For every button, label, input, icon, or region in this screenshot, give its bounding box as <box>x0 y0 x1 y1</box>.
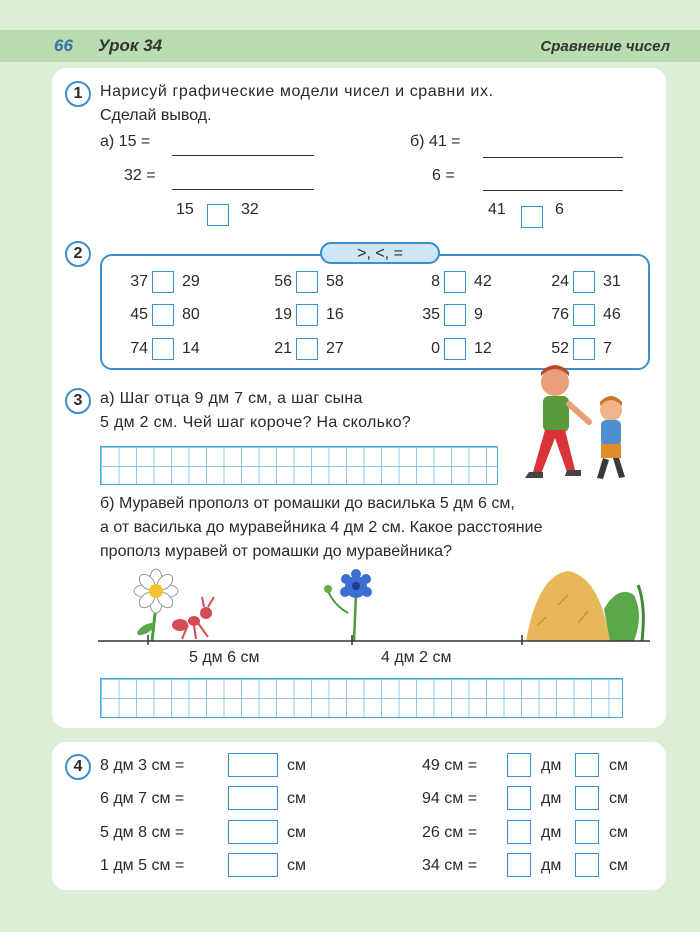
task-3b-line1: б) Муравей прополз от ромашки до василька 5 дм 6 см, <box>100 495 515 512</box>
task-2-left-number: 21 <box>274 340 292 357</box>
task-2-left-number: 45 <box>130 306 148 323</box>
task-1a-answer-line-2[interactable] <box>172 189 314 190</box>
topic-title: Сравнение чисел <box>540 38 670 55</box>
task-2-compare-box[interactable] <box>152 338 174 360</box>
task-1b-second: 6 = <box>432 167 455 184</box>
task-3b-line3: прополз муравей от ромашки до муравейника? <box>100 543 452 560</box>
task-2-right-number: 42 <box>474 273 492 290</box>
task-4-left-expression: 5 дм 8 см = <box>100 824 185 841</box>
task-2-right-number: 31 <box>603 273 621 290</box>
task-4-answer-box[interactable] <box>228 786 278 810</box>
task-2-left-number: 52 <box>551 340 569 357</box>
task-2-compare-box[interactable] <box>573 338 595 360</box>
task-1-text-line1: Нарисуй графические модели чисел и сравни их. <box>100 83 494 100</box>
task-2-number: 2 <box>65 241 91 267</box>
task-2-left-number: 74 <box>130 340 148 357</box>
task-4-right-expression: 34 см = <box>422 857 478 874</box>
task-3b-answer-grid[interactable] <box>100 678 623 718</box>
task-2-right-number: 14 <box>182 340 200 357</box>
anthill-icon <box>526 571 643 641</box>
task-2-signs-label: >, <, = <box>320 242 440 264</box>
task-4-unit-label: см <box>287 757 306 774</box>
task-3a-line1: а) Шаг отца 9 дм 7 см, а шаг сына <box>100 390 363 407</box>
task-4-dm-label: дм <box>541 824 562 841</box>
task-4-unit-label: см <box>287 790 306 807</box>
daisy-icon <box>134 569 178 641</box>
task-1-text-line2: Сделай вывод. <box>100 107 212 124</box>
task-4-dm-label: дм <box>541 757 562 774</box>
task-2-right-number: 16 <box>326 306 344 323</box>
task-1b-cmp-right: 6 <box>555 201 564 218</box>
task-2-right-number: 12 <box>474 340 492 357</box>
ant-path-illustration <box>98 565 650 645</box>
task-3b-line2: а от василька до муравейника 4 дм 2 см. Какое расстояние <box>100 519 543 536</box>
task-1a-compare-box[interactable] <box>207 204 229 226</box>
task-2-compare-box[interactable] <box>444 338 466 360</box>
task-2-left-number: 35 <box>422 306 440 323</box>
task-4-cm-box[interactable] <box>575 820 599 844</box>
task-2-compare-box[interactable] <box>152 271 174 293</box>
task-4-unit-label: см <box>287 824 306 841</box>
task-4-unit-label: см <box>287 857 306 874</box>
task-4-answer-box[interactable] <box>228 853 278 877</box>
segment-1-label: 5 дм 6 см <box>189 649 260 666</box>
task-4-left-expression: 1 дм 5 см = <box>100 857 185 874</box>
task-4-dm-box[interactable] <box>507 853 531 877</box>
task-2-compare-box[interactable] <box>444 304 466 326</box>
task-2-right-number: 80 <box>182 306 200 323</box>
task-4-left-expression: 6 дм 7 см = <box>100 790 185 807</box>
task-1a-second: 32 = <box>124 167 156 184</box>
task-4-cm-box[interactable] <box>575 786 599 810</box>
task-4-dm-box[interactable] <box>507 820 531 844</box>
task-4-cm-box[interactable] <box>575 853 599 877</box>
task-1b-cmp-left: 41 <box>488 201 506 218</box>
task-4-dm-label: дм <box>541 790 562 807</box>
father-son-illustration <box>515 360 645 490</box>
task-2-left-number: 37 <box>130 273 148 290</box>
task-4-right-expression: 94 см = <box>422 790 478 807</box>
task-2-compare-box[interactable] <box>296 338 318 360</box>
segment-2-label: 4 дм 2 см <box>381 649 452 666</box>
task-2-right-number: 29 <box>182 273 200 290</box>
task-1b-label: б) 41 = <box>410 133 461 150</box>
cornflower-icon <box>324 569 372 641</box>
task-2-left-number: 19 <box>274 306 292 323</box>
task-3-number: 3 <box>65 388 91 414</box>
task-1a-cmp-right: 32 <box>241 201 259 218</box>
task-2-compare-box[interactable] <box>152 304 174 326</box>
task-1b-compare-box[interactable] <box>521 206 543 228</box>
task-4-dm-label: дм <box>541 857 562 874</box>
task-4-cm-box[interactable] <box>575 753 599 777</box>
task-2-left-number: 8 <box>431 273 440 290</box>
lesson-title: Урок 34 <box>98 36 163 55</box>
task-4-cm-label: см <box>609 824 628 841</box>
task-2-left-number: 0 <box>431 340 440 357</box>
page-number: 66 <box>54 36 73 55</box>
task-1a-answer-line-1[interactable] <box>172 155 314 156</box>
task-1b-answer-line-1[interactable] <box>483 157 623 158</box>
task-2-right-number: 9 <box>474 306 483 323</box>
task-2-left-number: 24 <box>551 273 569 290</box>
task-2-compare-box[interactable] <box>573 271 595 293</box>
task-4-dm-box[interactable] <box>507 786 531 810</box>
task-4-left-expression: 8 дм 3 см = <box>100 757 185 774</box>
task-2-right-number: 46 <box>603 306 621 323</box>
ant-icon <box>172 597 214 639</box>
task-2-compare-box[interactable] <box>296 304 318 326</box>
task-2-right-number: 27 <box>326 340 344 357</box>
task-2-right-number: 7 <box>603 340 612 357</box>
task-4-cm-label: см <box>609 790 628 807</box>
task-2-left-number: 76 <box>551 306 569 323</box>
task-3a-answer-grid[interactable] <box>100 446 498 485</box>
task-1-number: 1 <box>65 81 91 107</box>
task-4-right-expression: 26 см = <box>422 824 478 841</box>
task-1a-label: а) 15 = <box>100 133 151 150</box>
task-2-compare-box[interactable] <box>296 271 318 293</box>
task-4-cm-label: см <box>609 857 628 874</box>
task-4-right-expression: 49 см = <box>422 757 478 774</box>
task-2-compare-box[interactable] <box>573 304 595 326</box>
task-4-answer-box[interactable] <box>228 820 278 844</box>
task-4-answer-box[interactable] <box>228 753 278 777</box>
task-2-compare-box[interactable] <box>444 271 466 293</box>
task-2-right-number: 58 <box>326 273 344 290</box>
task-1a-cmp-left: 15 <box>176 201 194 218</box>
task-2-left-number: 56 <box>274 273 292 290</box>
task-3a-line2: 5 дм 2 см. Чей шаг короче? На сколько? <box>100 414 412 431</box>
task-4-cm-label: см <box>609 757 628 774</box>
task-4-number: 4 <box>65 754 91 780</box>
task-4-dm-box[interactable] <box>507 753 531 777</box>
task-1b-answer-line-2[interactable] <box>483 190 623 191</box>
